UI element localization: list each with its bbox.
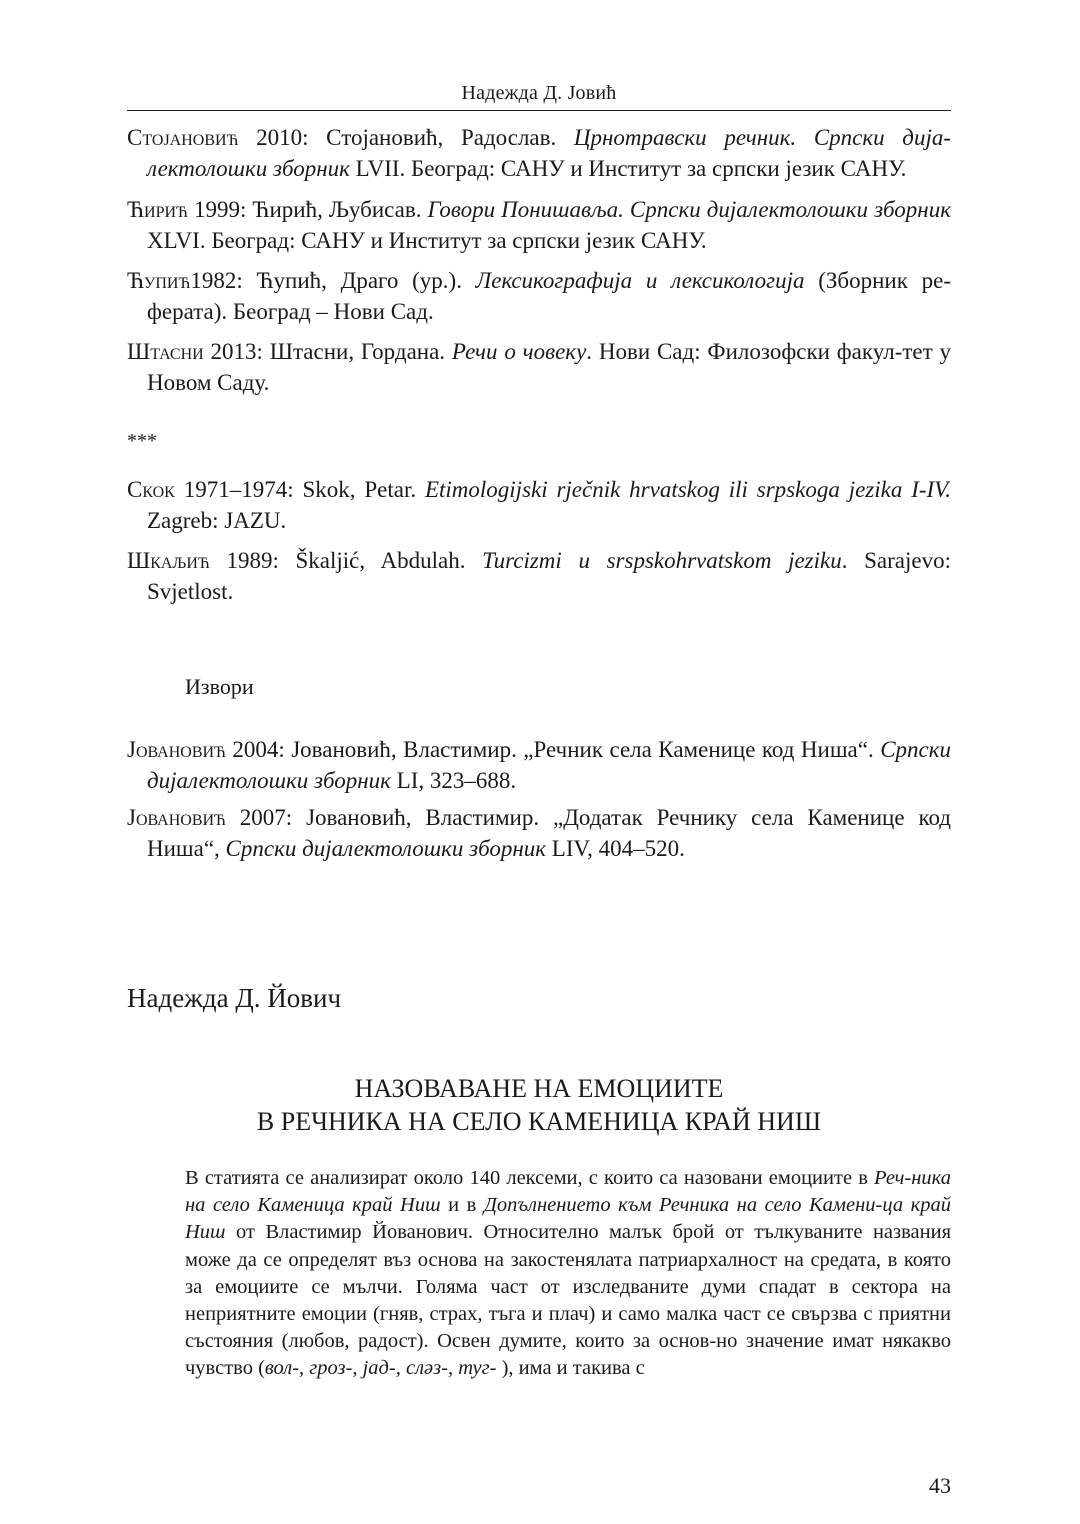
bib-key: Штасни bbox=[127, 339, 204, 364]
bib-title: Говори Понишављa. Српски дијалектолошки зборник bbox=[427, 197, 951, 222]
bib-key: Шкаљић bbox=[127, 548, 210, 573]
abstract-text: В статията се анализират около 140 лексеми, с които са назовани емоциите в bbox=[185, 1167, 875, 1189]
bib-year-author: 2010: Стојановић, Радослав. bbox=[238, 125, 574, 150]
abstract-italic: вол-, гроз-, јад-, слəз-, туг- bbox=[264, 1357, 497, 1380]
bib-entry bbox=[127, 336, 951, 398]
bib-year-author: 2013: Штасни, Гордана. bbox=[203, 339, 452, 364]
bib-entry bbox=[127, 194, 951, 256]
bib-entry bbox=[127, 545, 951, 607]
bib-year-author: 1971–1974: Skok, Petar. bbox=[174, 477, 425, 502]
abstract-text: и в bbox=[440, 1194, 484, 1217]
bib-entry bbox=[127, 122, 951, 184]
summary-title-line: НАЗОВАВАНЕ НА ЕМОЦИИТЕ bbox=[354, 1074, 724, 1103]
source-title: Српски дијалектолошки зборник bbox=[147, 737, 951, 793]
abstract-text: ), има и такива с bbox=[496, 1357, 645, 1380]
bib-title: Etimologijski rječnik hrvatskog ili srpskoga jezika I-IV. bbox=[424, 477, 952, 502]
bib-rest: XLVI. Београд: САНУ и Институт за српски језик САНУ. bbox=[147, 228, 707, 253]
bib-rest: (Зборник ре-ферата). Београд – Нови Сад. bbox=[147, 268, 951, 324]
bib-entry bbox=[127, 474, 951, 536]
bib-key: Стојановић bbox=[127, 125, 239, 150]
bib-title: Лексикографија и лексикологија bbox=[475, 268, 805, 293]
bib-entry bbox=[127, 265, 951, 327]
source-key: Јовановић bbox=[127, 805, 226, 830]
section-separator: *** bbox=[127, 430, 157, 452]
summary-title-line: В РЕЧНИКА НА СЕЛО КАМЕНИЦА КРАЙ НИШ bbox=[256, 1107, 822, 1136]
bib-rest: LVII. Београд: САНУ и Институт за српски језик САНУ. bbox=[349, 156, 907, 181]
abstract-italic: Реч-ника на село Каменица край Ниш bbox=[185, 1167, 951, 1217]
source-title: Српски дијалектолошки зборник bbox=[225, 836, 547, 861]
source-entry bbox=[127, 802, 951, 864]
summary-abstract bbox=[185, 1165, 951, 1383]
summary-title bbox=[127, 1072, 951, 1138]
bib-rest: . Sarajevo: Svjetlost. bbox=[147, 548, 951, 604]
bib-key: Скок bbox=[127, 477, 175, 502]
bib-title: Црнотравски речник. Српски дија-лектолошки зборник bbox=[147, 125, 951, 181]
bib-key: Ћупић bbox=[127, 268, 191, 293]
source-rest: LIV, 404–520. bbox=[546, 836, 685, 861]
bib-year-author: 1999: Ћирић, Љубисав. bbox=[187, 197, 428, 222]
source-key: Јовановић bbox=[127, 737, 226, 762]
source-entry bbox=[127, 734, 951, 796]
bib-title: Turcizmi u srspskohrvatskom jeziku bbox=[482, 548, 842, 573]
bib-year-author: 1989: Škaljić, Abdulah. bbox=[209, 548, 483, 573]
sources-heading: Извори bbox=[185, 674, 254, 699]
bib-rest: . Нови Сад: Филозофски факул-тет у Новом Саду. bbox=[147, 339, 951, 395]
running-head: Надежда Д. Јовић bbox=[461, 82, 617, 104]
abstract-italic: Допълнението към Речника на село Камени-ца край Ниш bbox=[185, 1194, 951, 1244]
source-text: 2007: Јовановић, Властимир. „Додатак Речнику села Каменице код Ниша“, bbox=[147, 805, 951, 861]
header-rule bbox=[127, 110, 951, 111]
bib-year-author: 1982: Ћупић, Драго (ур.). bbox=[190, 268, 476, 293]
page-number: 43 bbox=[929, 1473, 951, 1498]
bib-key: Ћирић bbox=[127, 197, 188, 222]
source-rest: LI, 323–688. bbox=[390, 768, 517, 793]
summary-author: Надежда Д. Йович bbox=[127, 983, 342, 1013]
bib-rest: Zagreb: JAZU. bbox=[147, 508, 287, 533]
abstract-text: от Властимир Йованович. Относително малък брой от тълкуваните названия може да се определят въз основа на закостенялата патриархалност на средата, в която за емоциите се мълчи. Голяма част от изследваните думи спадат в сектора на неприятните емоции (гняв, страх, тъга и плач) и само малка част се свързва с приятни състояния (любов, радост). Освен думите, които за основ-но значение имат някакво чувство ( bbox=[185, 1221, 951, 1380]
source-text: 2004: Јовановић, Властимир. „Речник села Каменице код Ниша“. bbox=[225, 737, 881, 762]
bib-title: Речи о човеку bbox=[451, 339, 587, 364]
